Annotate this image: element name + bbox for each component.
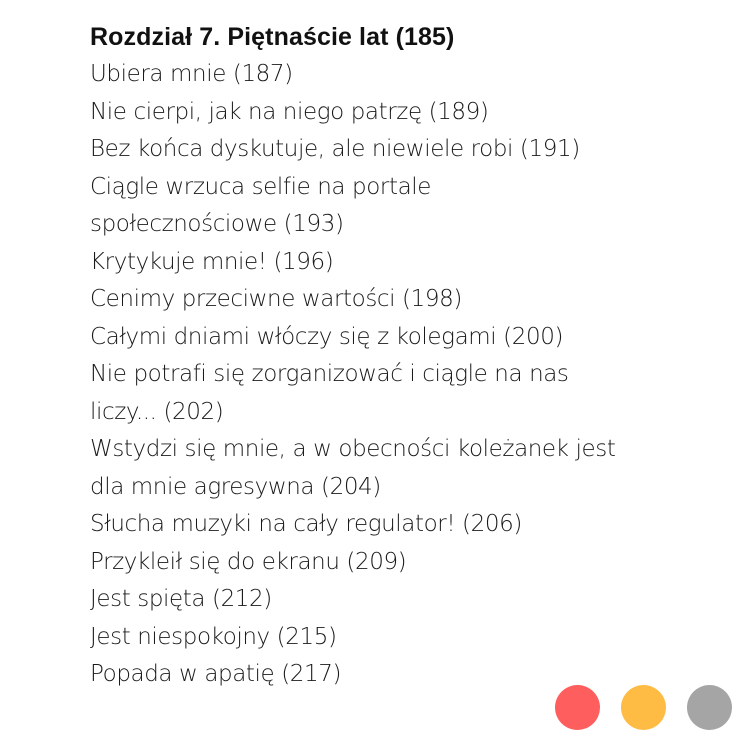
toc-item: Bez końca dyskutuje, ale niewiele robi (191)	[90, 136, 580, 162]
toc-item: Popada w apatię (217)	[90, 661, 342, 687]
toc-item: liczy... (202)	[90, 398, 224, 425]
toc-item: społecznościowe (193)	[90, 211, 344, 237]
toc-item: Całymi dniami włóczy się z kolegami (200)	[90, 323, 564, 350]
red-dot	[555, 685, 600, 730]
gray-dot	[687, 685, 732, 730]
toc-item: Krytykuje mnie! (196)	[90, 248, 334, 275]
decorative-dots	[555, 685, 732, 730]
table-of-contents	[90, 18, 710, 694]
toc-item: Nie cierpi, jak na niego patrzę (189)	[90, 98, 489, 125]
toc-item: Wstydzi się mnie, a w obecności koleżanek jest	[90, 436, 616, 462]
toc-item: dla mnie agresywna (204)	[90, 473, 381, 500]
yellow-dot	[621, 685, 666, 730]
chapter-title: Rozdział 7. Piętnaście lat (185)	[90, 23, 455, 51]
toc-item: Słucha muzyki na cały regulator! (206)	[90, 511, 522, 537]
toc-item: Ubiera mnie (187)	[90, 61, 293, 87]
toc-item: Nie potrafi się zorganizować i ciągle na nas	[90, 361, 569, 387]
toc-item: Cenimy przeciwne wartości (198)	[90, 286, 462, 312]
toc-item: Ciągle wrzuca selfie na portale	[90, 173, 432, 200]
toc-list	[90, 56, 710, 694]
toc-item: Jest spięta (212)	[90, 586, 272, 612]
toc-item: Przykleił się do ekranu (209)	[90, 548, 407, 575]
toc-item: Jest niespokojny (215)	[90, 623, 337, 650]
